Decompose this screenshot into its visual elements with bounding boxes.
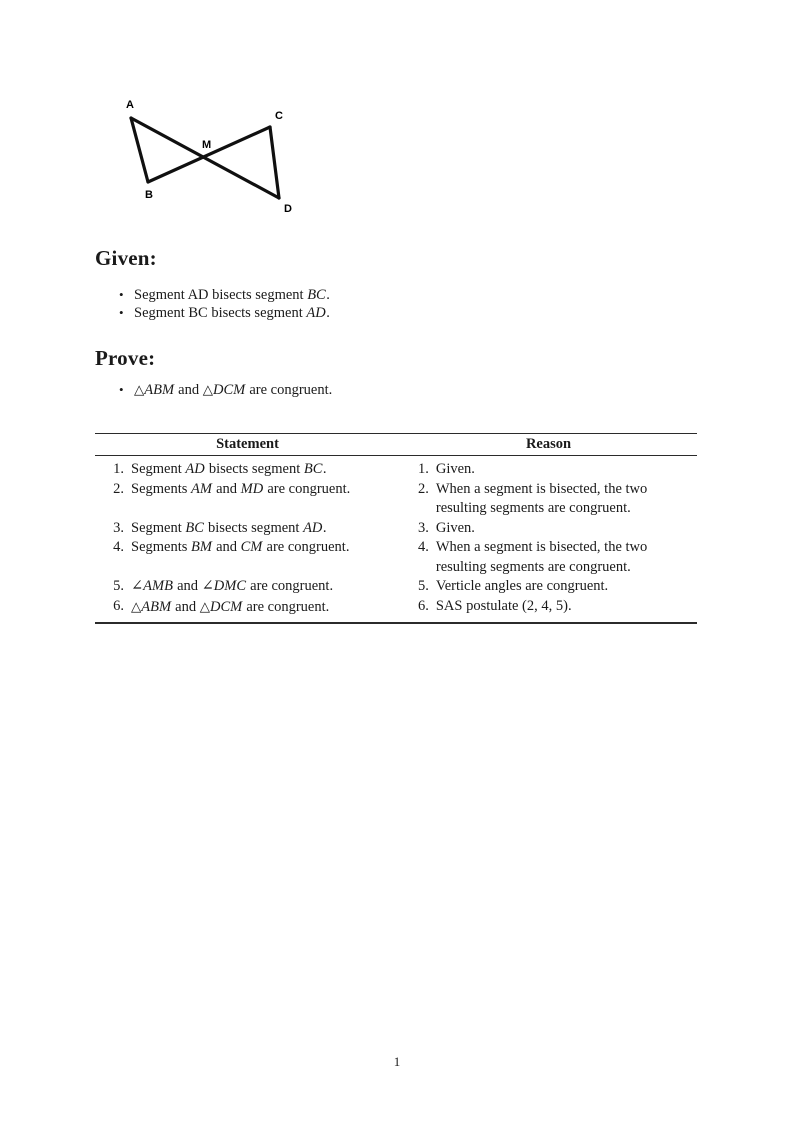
reason-text xyxy=(436,480,697,519)
statement-text xyxy=(131,577,400,597)
math-term-2: AD xyxy=(303,519,323,536)
stmt-text: bisects segment xyxy=(204,519,304,536)
prove-list xyxy=(119,381,332,399)
proof-table xyxy=(95,433,697,624)
stmt-text: bisects segment xyxy=(207,305,307,321)
reason-cell xyxy=(400,480,697,519)
figure-vertex-labels xyxy=(126,99,292,215)
table-row xyxy=(95,480,697,519)
stmt-text: . xyxy=(322,461,327,478)
math-term-2: BC xyxy=(303,461,323,478)
reason-line: When a segment is bisected, the two xyxy=(435,480,648,497)
stmt-text: are congruent. xyxy=(242,598,330,615)
stmt-text: are congruent. xyxy=(245,382,333,398)
math-term-2: MD xyxy=(240,480,264,497)
figure-label-d: D xyxy=(284,203,292,215)
table-body xyxy=(95,456,697,622)
angle-symbol xyxy=(202,578,214,594)
figure-label-c: C xyxy=(275,110,283,122)
angle-symbol xyxy=(131,578,143,594)
reason-text xyxy=(436,460,697,480)
figure-label-a: A xyxy=(126,99,134,111)
statement-cell xyxy=(95,538,400,558)
reason-line: Verticle angles are congruent. xyxy=(435,578,609,595)
column-header-statement: Statement xyxy=(216,436,279,453)
reason-text xyxy=(436,597,697,617)
stmt-text: Segments xyxy=(131,480,192,497)
given-item xyxy=(119,286,330,304)
reason-number: 1. xyxy=(417,461,429,478)
stmt-text: and xyxy=(171,598,200,615)
math-term-2: BC xyxy=(307,287,326,303)
math-term-2: DMC xyxy=(213,578,247,595)
triangle-symbol xyxy=(134,382,144,398)
figure-label-b: B xyxy=(145,189,153,201)
statement-number: 2. xyxy=(113,480,124,497)
math-term-1: AMB xyxy=(143,578,173,595)
math-term-1: ABM xyxy=(144,382,175,398)
statement-cell xyxy=(95,577,400,597)
statement-cell xyxy=(95,519,400,539)
stmt-text: . xyxy=(326,287,330,303)
stmt-text: bisects segment xyxy=(208,287,308,303)
statement-number: 1. xyxy=(113,461,124,478)
stmt-text: are congruent. xyxy=(263,480,351,497)
triangle-symbol xyxy=(131,599,141,615)
reason-text xyxy=(436,519,697,539)
page-number: 1 xyxy=(393,1054,401,1069)
statement-number: 5. xyxy=(113,578,124,595)
reason-cell xyxy=(400,577,697,597)
stmt-text: are congruent. xyxy=(246,578,334,595)
math-term-1: BM xyxy=(191,539,212,556)
reason-cell xyxy=(400,538,697,577)
math-term-2: CM xyxy=(240,539,263,556)
reason-line: When a segment is bisected, the two xyxy=(435,539,648,556)
statement-number: 6. xyxy=(113,597,124,614)
table-header-row xyxy=(95,434,697,455)
reason-number: 5. xyxy=(417,578,429,595)
reason-line: resulting segments are congruent. xyxy=(435,500,631,517)
reason-line: resulting segments are congruent. xyxy=(435,558,631,575)
figure-label-m: M xyxy=(202,139,212,151)
figure-segment-cd xyxy=(270,127,279,198)
statement-cell xyxy=(95,480,400,500)
triangle-symbol xyxy=(203,382,213,398)
reason-line: SAS postulate (2, 4, 5). xyxy=(435,597,572,614)
stmt-text: . xyxy=(322,519,327,536)
stmt-text: Segment xyxy=(134,287,188,303)
table-row xyxy=(95,577,697,597)
math-term-2: DCM xyxy=(209,598,243,615)
given-list xyxy=(119,286,330,322)
prove-item xyxy=(119,381,332,399)
figure-segments xyxy=(131,118,279,198)
stmt-text: and xyxy=(212,539,241,556)
given-item xyxy=(119,304,330,322)
math-term-1: AD xyxy=(187,287,209,303)
math-term-1: AD xyxy=(185,461,205,478)
table-row xyxy=(95,519,697,539)
column-header-reason: Reason xyxy=(525,436,572,453)
reason-number: 2. xyxy=(417,480,429,497)
reason-text xyxy=(436,577,697,597)
math-term-1: BC xyxy=(188,305,208,321)
reason-line: Given. xyxy=(435,461,475,478)
geometry-figure-svg xyxy=(95,92,345,232)
stmt-text: . xyxy=(326,305,330,321)
statement-text xyxy=(131,480,400,500)
statement-text xyxy=(131,460,400,480)
stmt-text: Segment xyxy=(134,305,189,321)
statement-cell xyxy=(95,597,400,618)
statement-text xyxy=(131,597,400,618)
table-row xyxy=(95,460,697,480)
table-row xyxy=(95,597,697,618)
statement-text xyxy=(131,538,400,558)
stmt-text: Segment xyxy=(131,461,186,478)
math-term-1: BC xyxy=(185,519,204,536)
prove-heading: Prove: xyxy=(95,346,156,370)
stmt-text: bisects segment xyxy=(205,461,304,478)
reason-number: 4. xyxy=(417,539,429,556)
statement-cell xyxy=(95,460,400,480)
reason-number: 6. xyxy=(417,597,429,614)
reason-number: 3. xyxy=(417,519,429,536)
statement-number: 4. xyxy=(113,539,124,556)
reason-cell xyxy=(400,597,697,617)
math-term-2: AD xyxy=(306,305,326,321)
stmt-text: and xyxy=(174,382,203,398)
statement-number: 3. xyxy=(113,519,124,536)
geometry-figure xyxy=(95,92,345,232)
reason-text xyxy=(436,538,697,577)
statement-text xyxy=(131,519,400,539)
stmt-text: and xyxy=(212,480,241,497)
stmt-text: Segment xyxy=(131,519,186,536)
reason-cell xyxy=(400,460,697,480)
reason-cell xyxy=(400,519,697,539)
stmt-text: Segments xyxy=(131,539,192,556)
math-term-1: ABM xyxy=(141,598,172,615)
stmt-text: are congruent. xyxy=(262,539,350,556)
reason-line: Given. xyxy=(435,519,475,536)
given-heading: Given: xyxy=(95,246,157,270)
stmt-text: and xyxy=(173,578,202,595)
table-row xyxy=(95,538,697,577)
table-rule-bottom xyxy=(95,622,697,623)
math-term-1: AM xyxy=(191,480,212,497)
figure-segment-bc xyxy=(148,127,270,182)
triangle-symbol xyxy=(200,599,210,615)
math-term-2: DCM xyxy=(212,382,246,398)
